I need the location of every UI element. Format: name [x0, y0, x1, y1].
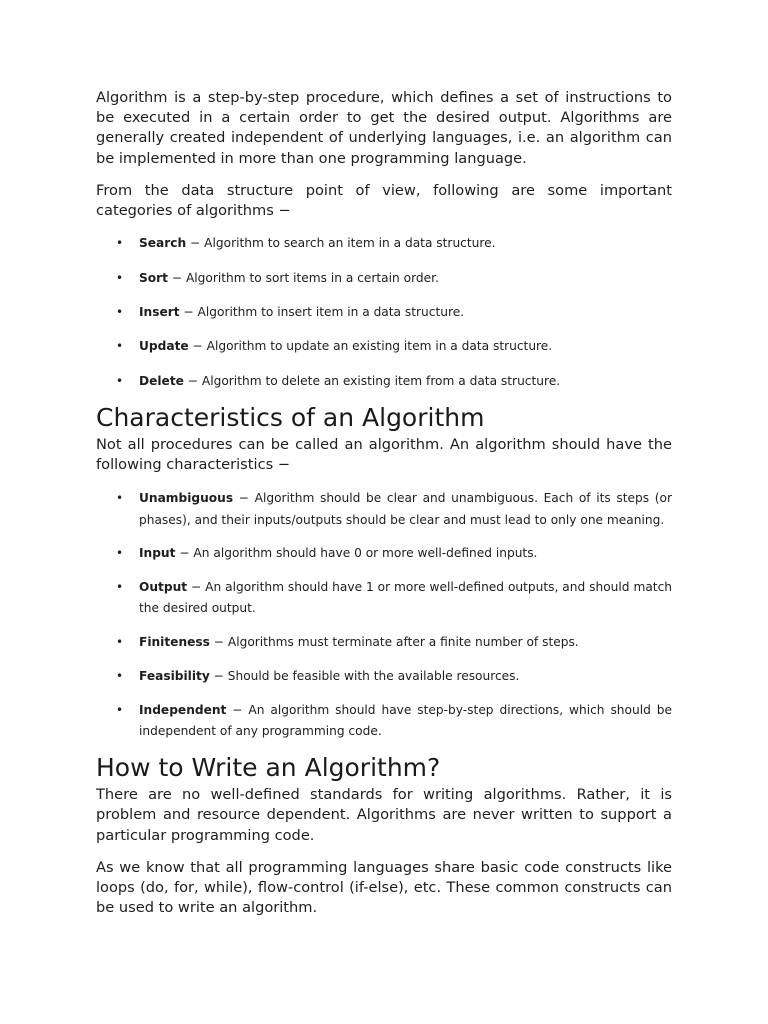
bullet-icon: • — [116, 236, 124, 251]
characteristics-list — [96, 488, 672, 742]
how-to-write-paragraph-2: As we know that all programming languages share basic code constructs like loops (do, for, while), flow-control (if-else), etc. These common constructs can be used to write an algorithm. — [96, 858, 672, 917]
how-to-write-heading: How to Write an Algorithm? — [96, 753, 441, 783]
list-item-desc: − Algorithm should be clear and unambiguous. Each of its steps (or phases), and their inputs/outputs should be clear and must lead to only one meaning. — [139, 491, 672, 527]
intro-paragraph-1: Algorithm is a step-by-step procedure, which defines a set of instructions to be executed in a certain order to get the desired output. Algorithms are generally created independent of underlying languages, i.e. an algorithm can be implemented in more than one programming language. — [96, 89, 672, 167]
list-item-desc: − An algorithm should have 0 or more well-defined inputs. — [175, 546, 538, 561]
bullet-icon: • — [116, 373, 124, 388]
list-item — [96, 543, 672, 564]
bullet-icon: • — [116, 546, 124, 561]
characteristics-heading: Characteristics of an Algorithm — [96, 402, 485, 432]
bullet-icon: • — [116, 580, 124, 595]
intro-paragraph-2: From the data structure point of view, following are some important categories of algorithms − — [96, 181, 672, 220]
list-item-desc: − An algorithm should have 1 or more well-defined outputs, and should match the desired output. — [139, 580, 672, 616]
list-item — [96, 488, 672, 530]
list-item-term: Search — [139, 236, 187, 251]
list-item-desc: − Algorithm to insert item in a data structure. — [179, 305, 465, 319]
list-item-desc: − An algorithm should have step-by-step directions, which should be independent of any programming code. — [139, 702, 672, 738]
list-item-desc: − Algorithm to sort items in a certain order. — [168, 270, 439, 285]
bullet-icon: • — [116, 635, 124, 650]
list-item-term: Finiteness — [139, 635, 210, 650]
list-item — [96, 371, 672, 392]
list-item-term: Input — [139, 546, 176, 561]
list-item — [96, 268, 672, 289]
list-item-desc: − Algorithm to search an item in a data structure. — [186, 236, 496, 251]
bullet-icon: • — [116, 339, 124, 354]
bullet-icon: • — [116, 702, 124, 717]
list-item — [96, 336, 672, 357]
list-item — [96, 700, 672, 742]
list-item — [96, 632, 672, 653]
list-item-desc: − Algorithm to delete an existing item from a data structure. — [183, 373, 561, 388]
list-item-desc: − Algorithm to update an existing item in a data structure. — [188, 339, 553, 354]
list-item-desc: − Algorithms must terminate after a finite number of steps. — [209, 635, 579, 650]
bullet-icon: • — [116, 305, 124, 319]
list-item — [96, 666, 672, 687]
list-item — [96, 302, 672, 323]
characteristics-intro: Not all procedures can be called an algorithm. An algorithm should have the following characteristics − — [96, 435, 672, 474]
how-to-write-paragraph-1: There are no well-defined standards for writing algorithms. Rather, it is problem and resource dependent. Algorithms are never written to support a particular programming code. — [96, 786, 672, 844]
list-item-term: Sort — [139, 270, 168, 285]
list-item-term: Update — [139, 339, 189, 354]
list-item-term: Unambiguous — [139, 491, 234, 506]
list-item-term: Output — [139, 580, 188, 595]
list-item — [96, 233, 672, 254]
bullet-icon: • — [116, 491, 124, 506]
list-item-term: Feasibility — [139, 668, 210, 683]
list-item-term: Insert — [139, 305, 180, 319]
list-item-term: Independent — [139, 702, 227, 717]
list-item-desc: − Should be feasible with the available resources. — [209, 668, 520, 683]
category-list — [96, 233, 672, 392]
list-item — [96, 577, 672, 619]
bullet-icon: • — [116, 668, 124, 683]
list-item-term: Delete — [139, 373, 184, 388]
bullet-icon: • — [116, 270, 124, 285]
document-page — [96, 88, 672, 918]
